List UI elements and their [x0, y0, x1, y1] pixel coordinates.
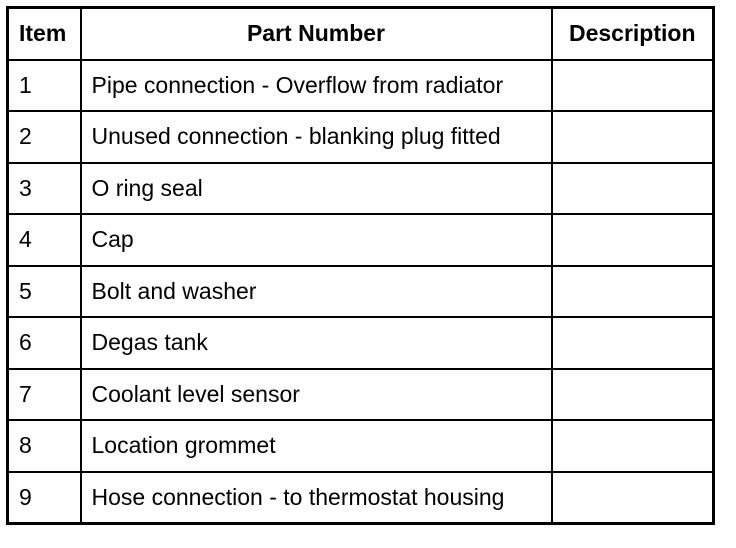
table-row	[8, 317, 714, 369]
header-row	[8, 8, 714, 60]
part-number-cell: Coolant level sensor	[81, 369, 552, 421]
table-body	[8, 60, 714, 524]
part-number-cell: Pipe connection - Overflow from radiator	[81, 60, 552, 112]
item-cell: 9	[8, 472, 81, 524]
item-cell: 6	[8, 317, 81, 369]
table-row	[8, 163, 714, 215]
part-number-cell: Degas tank	[81, 317, 552, 369]
part-number-cell: Unused connection - blanking plug fitted	[81, 111, 552, 163]
header-item: Item	[8, 8, 81, 60]
table-header	[8, 8, 714, 60]
description-cell	[552, 163, 714, 215]
header-description: Description	[552, 8, 714, 60]
part-number-cell: Hose connection - to thermostat housing	[81, 472, 552, 524]
part-number-cell: O ring seal	[81, 163, 552, 215]
part-number-cell: Cap	[81, 214, 552, 266]
part-number-cell: Location grommet	[81, 420, 552, 472]
header-part-number: Part Number	[81, 8, 552, 60]
item-cell: 5	[8, 266, 81, 318]
table-row	[8, 472, 714, 524]
description-cell	[552, 420, 714, 472]
table-row	[8, 111, 714, 163]
description-cell	[552, 369, 714, 421]
item-cell: 2	[8, 111, 81, 163]
description-cell	[552, 266, 714, 318]
table-row	[8, 214, 714, 266]
table-row	[8, 420, 714, 472]
parts-table	[6, 6, 715, 525]
description-cell	[552, 472, 714, 524]
item-cell: 1	[8, 60, 81, 112]
item-cell: 7	[8, 369, 81, 421]
item-cell: 4	[8, 214, 81, 266]
table-row	[8, 369, 714, 421]
description-cell	[552, 111, 714, 163]
item-cell: 3	[8, 163, 81, 215]
table-row	[8, 60, 714, 112]
description-cell	[552, 214, 714, 266]
description-cell	[552, 317, 714, 369]
description-cell	[552, 60, 714, 112]
part-number-cell: Bolt and washer	[81, 266, 552, 318]
item-cell: 8	[8, 420, 81, 472]
table-row	[8, 266, 714, 318]
